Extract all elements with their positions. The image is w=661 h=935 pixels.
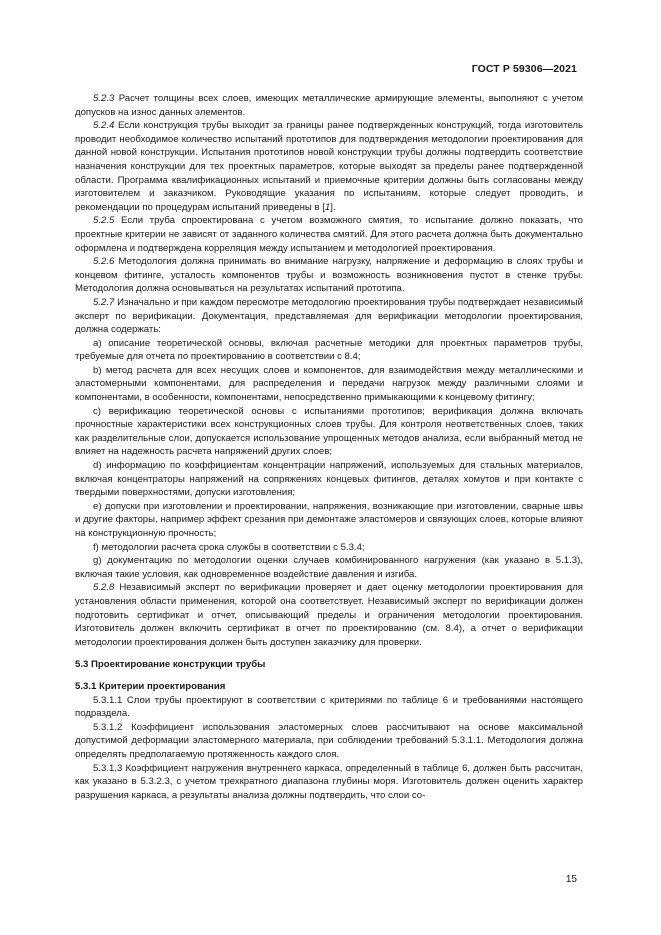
clause-text: Методология должна принимать во внимание нагрузку, напряжение и деформацию в слоях трубы и концевом фитинге, усталость компонентов трубы и возможность возникновения пустот в стенке трубы. Методология должна основываться на результатах испытаний прототипа.	[75, 256, 583, 295]
paragraph-5-2-8	[75, 581, 583, 649]
list-item-a: a) описание теоретической основы, включая расчетные методики для проектных параметров трубы, требуемые для отчета по проектированию в соответствии с 8.4;	[75, 337, 583, 363]
section-heading: 5.3 Проектирование конструкции трубы	[75, 659, 266, 671]
paragraph-5-2-3	[75, 92, 583, 119]
list-item-b: b) метод расчета для всех несущих слоев и компонентов, для взаимодействия между металлическими и эластомерными компонентами, для распределения и передачи нагрузок между различными слоями и компонентами, в особенности, компонентами, непосредственно примыкающими к концевому фитингу;	[75, 364, 583, 404]
clause-number: 5.2.3	[93, 93, 115, 104]
clause-text: Если труба спроектирована с учетом возможного смятия, то испытание должно показать, что проектные критерии не зависят от заданного количества смятий. Для этого расчета должна быть документально оформлена и подтверждена корреляция между испытанием и методологией проектирования.	[75, 215, 583, 254]
clause-text: Если конструкция трубы выходит за границы ранее подтвержденных конструкций, тогда изготовитель проводит необходимое количество испытаний прототипов для подтверждения методологии проектирования для данной новой конструкции. Испытания прототипов новой конструкции трубы должны подтвердить соответствие назначения конструкции для тех проектных параметров, которые выходят за пределы ранее подтвержденной области. Программа квалификационных испытаний и приемочные критерии должны быть согласованы между изготовителем и заказчиком. Руководящие указания по испытаниям, которые следует проводить, и рекомендации по процедурам испытаний приведены в [	[75, 120, 583, 213]
clause-number: 5.2.5	[93, 215, 115, 227]
clause-number: 5.2.4	[93, 120, 115, 132]
clause-number: 5.2.7	[93, 296, 115, 308]
paragraph-5-3-1-1: 5.3.1.1 Слои трубы проектируют в соответствии с критериями по таблице 6 и требованиями настоящего подраздела.	[75, 694, 583, 720]
document-body	[75, 92, 583, 802]
clause-text-tail: ].	[330, 201, 336, 213]
list-item-f: f) методологии расчета срока службы в соответствии с 5.3.4;	[93, 541, 365, 553]
clause-number: 5.2.6	[93, 256, 115, 268]
paragraph-5-3-1-3: 5.3.1.3 Коэффициент нагружения внутреннего каркаса, определенный в таблице 6, должен быть рассчитан, как указано в 5.3.2.3, с учетом трехкратного диапазона глубины моря. Изготовитель должен оценить характер разрушения каркаса, а результаты анализа должны подтвердить, что слои со-	[75, 762, 583, 801]
list-item-d: d) информацию по коэффициентам концентрации напряжений, используемых для стальных материалов, включая концентраторы напряжений на сопряжениях концевых фитингов, деталях хомутов и при контакте с твердыми поверхностями, допуски изготовления;	[75, 460, 583, 499]
bibliography-reference: 1	[324, 201, 331, 213]
paragraph-5-2-6	[75, 255, 583, 296]
clause-text: Расчет толщины всех слоев, имеющих металлические армирующие элементы, выполняют с учетом допусков на износ данных элементов.	[75, 93, 583, 118]
paragraph-5-2-7	[75, 296, 583, 337]
list-item-e: e) допуски при изготовлении и проектировании, напряжения, возникающие при изготовлении, сварные швы и другие факторы, например эффект срезания при демонтаже эластомеров и связующих слоев, которые влияют на конструкционную прочность;	[75, 500, 583, 539]
page-number: 15	[565, 874, 577, 885]
clause-text: Изначально и при каждом пересмотре методологию проектирования трубы подтверждает независимый эксперт по верификации. Документация, представляемая для верификации методологии проектирования, должна содержать:	[75, 296, 583, 336]
clause-text: Независимый эксперт по верификации проверяет и дает оценку методологии проектирования для установления области применения, которой она соответствует. Независимый эксперт по верификации должен подготовить сертификат и отчет, описывающий пределы и ограничения методологии проектирования. Изготовитель должен включить сертификат в отчет по проектированию (см. 8.4), а отчет о верификации методологии проектирования должен быть доступен заказчику для проверки.	[75, 582, 583, 648]
paragraph-5-2-4	[75, 119, 583, 214]
paragraph-5-3-1-2: 5.3.1.2 Коэффициент использования эластомерных слоев рассчитывают на основе максимальной допустимой деформации эластомерного материала, при соблюдении требований 5.3.1.1. Методология должна определять предполагаемую протяженность каждого слоя.	[75, 721, 583, 760]
document-header: ГОСТ Р 59306—2021	[471, 63, 577, 75]
paragraph-5-2-5	[75, 214, 583, 255]
subsection-heading: 5.3.1 Критерии проектирования	[75, 680, 226, 692]
list-item-c: c) верификацию теоретической основы с испытаниями прототипов; верификация должна включать прочностные характеристики всех конструкционных слоев трубы. Для контроля неответственных слоев, таких как разделительные слои, допускается использование упрощенных методов анализа, если выбранный метод не влияет на надежность расчета напряжений других слоев;	[75, 405, 583, 458]
list-item-g: g) документацию по методологии оценки случаев комбинированного нагружения (как указано в 5.1.3), включая такие условия, как одновременное воздействие давления и изгиба.	[75, 555, 583, 580]
clause-number: 5.2.8	[93, 582, 115, 594]
